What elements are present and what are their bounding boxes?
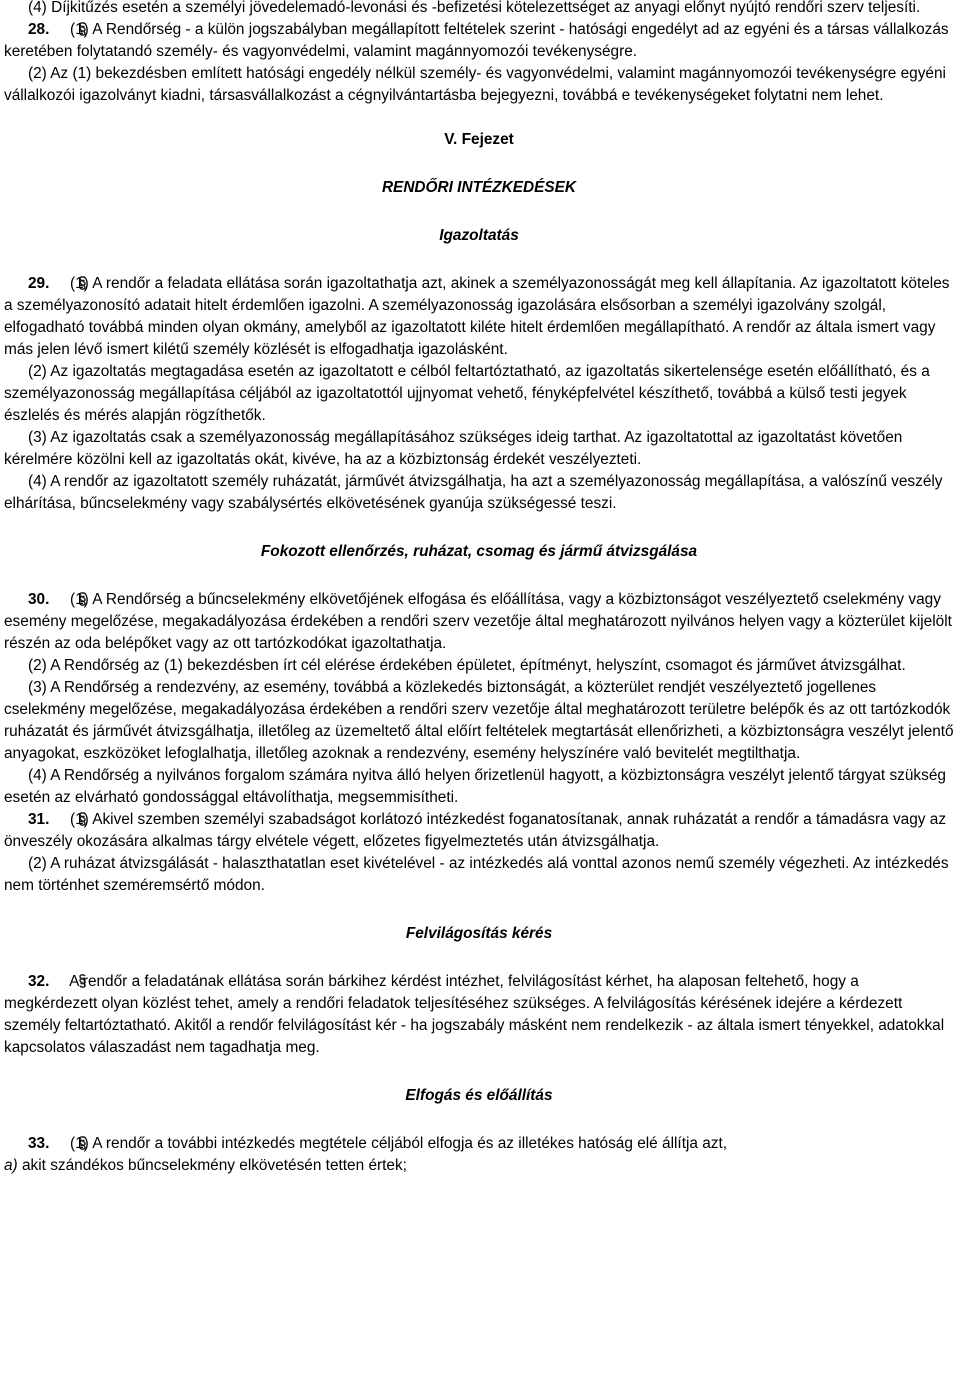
section-30-paragraph-1: 30. (1) A Rendőrség a bűncselekmény elkövetőjének elfogása és előállítása, vagy a közbiztonságot veszélyeztető cselekmény vagy esemény megelőzése, megakadályozása érdekében a rendőri szerv vezetője által meghatározott nyilvános helyen vagy a közterület kijelölt részén az oda belépőket vagy az ott tartózkodókat igazoltathatja.	[4, 591, 952, 652]
heading-elfogas-es-eloallitas: Elfogás és előállítás	[405, 1087, 553, 1104]
point-label-a: a)	[4, 1157, 18, 1174]
section-31-paragraph-2: (2) A ruházat átvizsgálását - halaszthatatlan eset kivételével - az intézkedés alá vonttal azonos nemű személy végezheti. Az intézkedés nem történhet szeméremsértő módon.	[4, 855, 949, 894]
section-29-paragraph-2: (2) Az igazoltatás megtagadása esetén az igazoltatott e célból feltartóztatható, az igazoltatás sikertelensége esetén előállítható, és a személyazonosság megállapítása céljából az igazoltatottól ujjnyomat vehető, fényképfelvétel készíthető, továbbá a külső testi jegyek észlelés és mérés alapján rögzíthetők.	[4, 363, 930, 424]
section-30-paragraph-4: (4) A Rendőrség a nyilvános forgalom számára nyitva álló helyen őrizetlenül hagyott, a közbiztonságra veszélyt jelentő tárgyat szükség esetén az elvárható gondossággal eltávolíthatja, megsemmisítheti.	[4, 767, 946, 806]
section-link-icon[interactable]	[54, 809, 66, 831]
section-28-paragraph-1: 28. (1) A Rendőrség - a külön jogszabályban megállapított feltételek szerint - hatósági engedélyt ad az egyéni és a társas vállalkozás keretében folytatandó személy- és vagyonvédelmi, valamint magánnyomozói tevékenységre.	[4, 21, 949, 60]
section-number-31: 31.	[28, 811, 50, 828]
section-31-paragraph-1: 31. (1) Akivel szemben személyi szabadságot korlátozó intézkedést foganatosítanak, annak ruházatát a rendőr a támadásra vagy az önveszély okozására alkalmas tárgy elvétele végett, előzetes figyelmeztetés után átvizsgálhatja.	[4, 811, 947, 850]
section-29-paragraph-1: 29. (1) A rendőr a feladata ellátása során igazoltathatja azt, akinek a személyazonosságát meg kell állapítania. Az igazoltatott köteles a személyazonosító adatait hitelt érdemlően igazolni. A személyazonosság igazolására elsősorban a személyi igazolvány szolgál, elfogadható továbbá minden olyan okmány, amelyből az igazoltatott kiléte hitelt érdemlően megállapítható. A rendőr az általa ismert vagy más jelen lévő ismert kilétű személy közlését is elfogadhatja igazolásként.	[4, 275, 950, 358]
section-link-icon[interactable]	[54, 19, 66, 41]
section-link-icon[interactable]	[54, 1133, 66, 1155]
section-29-paragraph-4: (4) A rendőr az igazoltatott személy ruházatát, járművét átvizsgálhatja, ha azt a személyazonosság megállapítása, a valószínű veszély elhárítása, bűncselekmény vagy szabálysértés elkövetésének gyanúja szükségessé teszi.	[4, 473, 943, 512]
section-number-30: 30.	[28, 591, 50, 608]
section-32-paragraph-1: 32. A rendőr a feladatának ellátása során bárkihez kérdést intézhet, felvilágosítást kérhet, ha alaposan feltehető, hogy a megkérdezett olyan közlést tehet, amely a rendőri feladatok teljesítéséhez szükséges. A felvilágosítás kérésének idejére a kérdezett személy feltartóztatható. Akitől a rendőr felvilágosítást kér - ha jogszabály másként nem rendelkezik - az általa ismert tényekkel, adatokkal kapcsolatos válaszadást nem tagadhatja meg.	[4, 973, 945, 1056]
section-link-icon[interactable]	[54, 971, 66, 993]
section-33-paragraph-1: 33. (1) A rendőr a további intézkedés megtétele céljából elfogja és az illetékes hatóság elé állítja azt,	[4, 1133, 954, 1155]
heading-fokozott-ellenorzes: Fokozott ellenőrzés, ruházat, csomag és jármű átvizsgálása	[260, 543, 698, 560]
heading-felvilagositas-keres: Felvilágosítás kérés	[405, 925, 553, 942]
paragraph-27-4: (4) Díjkitűzés esetén a személyi jövedelemadó-levonási és -befizetési kötelezettséget az anyagi előnyt nyújtó rendőri szerv teljesíti.	[28, 0, 921, 16]
chapter-number: V. Fejezet	[444, 131, 514, 148]
section-28-paragraph-2: (2) Az (1) bekezdésben említett hatósági engedély nélkül személy- és vagyonvédelmi, valamint magánnyomozói tevékenységre egyéni vállalkozói igazolványt kiadni, társasvállalkozást a cégnyilvántartásba bejegyezni, továbbá e tevékenységeket folytatni nem lehet.	[4, 65, 946, 104]
section-30-paragraph-2: (2) A Rendőrség az (1) bekezdésben írt cél elérése érdekében épületet, építményt, helyszínt, csomagot és járművet átvizsgálhat.	[28, 657, 906, 674]
section-29-paragraph-3: (3) Az igazoltatás csak a személyazonosság megállapításához szükséges ideig tarthat. Az igazoltatottal az igazoltatást követően kérelmére közölni kell az igazoltatás okát, kivéve, ha az a közbiztonság érdekét veszélyezteti.	[4, 429, 903, 468]
heading-igazoltatas: Igazoltatás	[439, 227, 519, 244]
section-number-33: 33.	[28, 1135, 50, 1152]
section-33-point-a: a) akit szándékos bűncselekmény elkövetésén tetten értek;	[4, 1157, 407, 1174]
section-link-icon[interactable]	[54, 273, 66, 295]
section-number-32: 32.	[28, 973, 50, 990]
section-link-icon[interactable]	[54, 589, 66, 611]
chapter-title: RENDŐRI INTÉZKEDÉSEK	[381, 179, 577, 196]
document-page	[4, 0, 954, 1177]
section-30-paragraph-3: (3) A Rendőrség a rendezvény, az esemény, továbbá a közlekedés biztonságát, a közterület rendjét veszélyeztető jogellenes cselekmény megelőzése, megakadályozása érdekében a rendőri szerv vezetője által meghatározott területre belépők és az ott tartózkodók ruházatát és járművét átvizsgálhatja, illetőleg az üzemeltető által előírt feltételek megtartását ellenőrizheti, a közbiztonságra veszélyt jelentő anyagokat, eszközöket lefoglalhatja, illetőleg azoknak a rendezvény, esemény helyszínére való bevitelét megtilthatja.	[4, 679, 954, 762]
section-number-29: 29.	[28, 275, 50, 292]
section-number-28: 28.	[28, 21, 50, 38]
